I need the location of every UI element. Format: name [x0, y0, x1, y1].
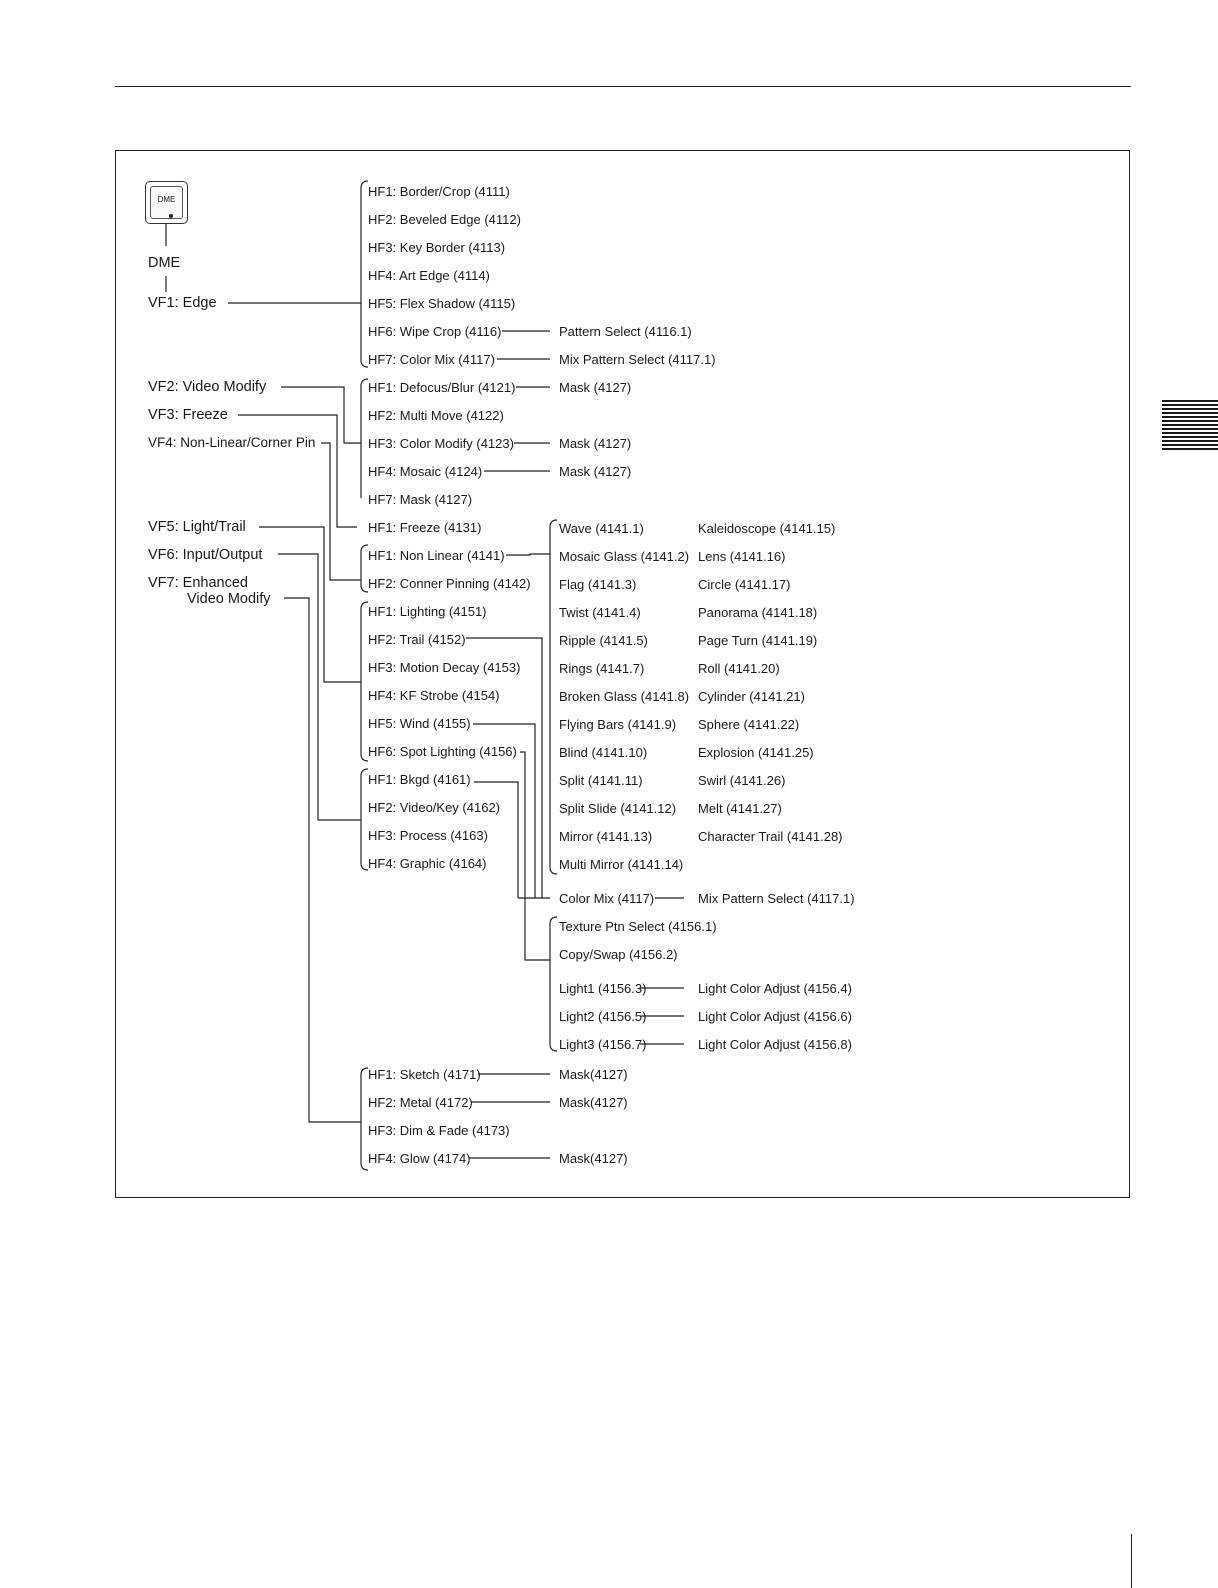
nl-hf2: HF2: Conner Pinning (4142) [368, 576, 531, 591]
nl-effect: Lens (4141.16) [698, 549, 786, 564]
nl-effect: Rings (4141.7) [559, 661, 645, 676]
lt-hf6: HF6: Spot Lighting (4156) [368, 744, 517, 759]
nl-effect: Split Slide (4141.12) [559, 801, 677, 816]
nl-effect: Wave (4141.1) [559, 521, 644, 536]
nl-effect: Mirror (4141.13) [559, 829, 653, 844]
edge-hf6-pattern-select: Pattern Select (4116.1) [559, 324, 692, 339]
shared-mix-pattern-select: Mix Pattern Select (4117.1) [698, 891, 855, 906]
nl-effect: Page Turn (4141.19) [698, 633, 818, 648]
evm-hf2: HF2: Metal (4172) [368, 1095, 473, 1110]
spot-light2: Light2 (4156.5) [559, 1009, 647, 1024]
spot-light1-color-adjust: Light Color Adjust (4156.4) [698, 981, 852, 996]
evm-hf2-mask: Mask(4127) [559, 1095, 628, 1110]
dme-key-button[interactable] [145, 181, 188, 224]
nl-effect: Blind (4141.10) [559, 745, 648, 760]
nl-effect: Twist (4141.4) [559, 605, 641, 620]
lt-hf2: HF2: Trail (4152) [368, 632, 466, 647]
io-hf2: HF2: Video/Key (4162) [368, 800, 500, 815]
dme-key-label: DME [157, 195, 176, 204]
nl-effect: Swirl (4141.26) [698, 773, 786, 788]
evm-hf1-mask: Mask(4127) [559, 1067, 628, 1082]
vm-hf4-mask: Mask (4127) [559, 464, 632, 479]
vm-hf3-mask: Mask (4127) [559, 436, 632, 451]
nl-effect: Ripple (4141.5) [559, 633, 648, 648]
vm-hf4: HF4: Mosaic (4124) [368, 464, 483, 479]
io-hf3: HF3: Process (4163) [368, 828, 488, 843]
dme-key-led-icon [169, 214, 173, 218]
vm-hf1-mask: Mask (4127) [559, 380, 632, 395]
lt-hf3: HF3: Motion Decay (4153) [368, 660, 521, 675]
nl-effect: Panorama (4141.18) [698, 605, 818, 620]
edge-hf5: HF5: Flex Shadow (4115) [368, 296, 516, 311]
evm-hf1: HF1: Sketch (4171) [368, 1067, 481, 1082]
nl-effect: Mosaic Glass (4141.2) [559, 549, 690, 564]
nl-effect: Multi Mirror (4141.14) [559, 857, 684, 872]
nl-effect: Character Trail (4141.28) [698, 829, 843, 844]
nl-effect: Roll (4141.20) [698, 661, 780, 676]
edge-hf1: HF1: Border/Crop (4111) [368, 184, 510, 199]
vf2-video-modify: VF2: Video Modify [148, 379, 267, 395]
vf1-edge: VF1: Edge [148, 295, 217, 311]
shared-color-mix: Color Mix (4117) [559, 891, 655, 906]
nl-hf1: HF1: Non Linear (4141) [368, 548, 505, 563]
freeze-hf1: HF1: Freeze (4131) [368, 520, 482, 535]
vm-hf2: HF2: Multi Move (4122) [368, 408, 504, 423]
nl-effect: Explosion (4141.25) [698, 745, 814, 760]
evm-hf4: HF4: Glow (4174) [368, 1151, 471, 1166]
lt-hf4: HF4: KF Strobe (4154) [368, 688, 500, 703]
vf5-light-trail: VF5: Light/Trail [148, 519, 246, 535]
nl-effect: Split (4141.11) [559, 773, 643, 788]
spot-light2-color-adjust: Light Color Adjust (4156.6) [698, 1009, 852, 1024]
nl-effect: Circle (4141.17) [698, 577, 791, 592]
edge-hf2: HF2: Beveled Edge (4112) [368, 212, 521, 227]
spot-light3: Light3 (4156.7) [559, 1037, 647, 1052]
evm-hf4-mask: Mask(4127) [559, 1151, 628, 1166]
vf6-input-output: VF6: Input/Output [148, 547, 263, 563]
dme-key-face [150, 186, 183, 219]
edge-hf7: HF7: Color Mix (4117) [368, 352, 495, 367]
edge-hf7-mix-pattern-select: Mix Pattern Select (4117.1) [559, 352, 716, 367]
nl-effect: Flying Bars (4141.9) [559, 717, 677, 732]
vm-hf1: HF1: Defocus/Blur (4121) [368, 380, 516, 395]
nl-effect: Flag (4141.3) [559, 577, 637, 592]
edge-hf4: HF4: Art Edge (4114) [368, 268, 490, 283]
edge-hf6: HF6: Wipe Crop (4116) [368, 324, 502, 339]
nl-effect: Melt (4141.27) [698, 801, 782, 816]
vm-hf3: HF3: Color Modify (4123) [368, 436, 514, 451]
edge-hf3: HF3: Key Border (4113) [368, 240, 506, 255]
io-hf1: HF1: Bkgd (4161) [368, 772, 471, 787]
nl-effect: Cylinder (4141.21) [698, 689, 805, 704]
lt-hf5: HF5: Wind (4155) [368, 716, 471, 731]
spot-light3-color-adjust: Light Color Adjust (4156.8) [698, 1037, 852, 1052]
lt-hf1: HF1: Lighting (4151) [368, 604, 487, 619]
vf7-enhanced: VF7: Enhanced [148, 575, 248, 591]
spot-copy-swap: Copy/Swap (4156.2) [559, 947, 678, 962]
nl-effect: Sphere (4141.22) [698, 717, 800, 732]
dme-label: DME [148, 255, 181, 271]
spot-texture-ptn-select: Texture Ptn Select (4156.1) [559, 919, 717, 934]
spot-light1: Light1 (4156.3) [559, 981, 647, 996]
nl-effect: Kaleidoscope (4141.15) [698, 521, 836, 536]
vm-hf7: HF7: Mask (4127) [368, 492, 473, 507]
vf3-freeze: VF3: Freeze [148, 407, 228, 423]
io-hf4: HF4: Graphic (4164) [368, 856, 487, 871]
vf7-video-modify: Video Modify [187, 591, 271, 607]
nl-effect: Broken Glass (4141.8) [559, 689, 690, 704]
evm-hf3: HF3: Dim & Fade (4173) [368, 1123, 510, 1138]
vf4-nonlinear-corner-pin: VF4: Non-Linear/Corner Pin [148, 435, 316, 450]
